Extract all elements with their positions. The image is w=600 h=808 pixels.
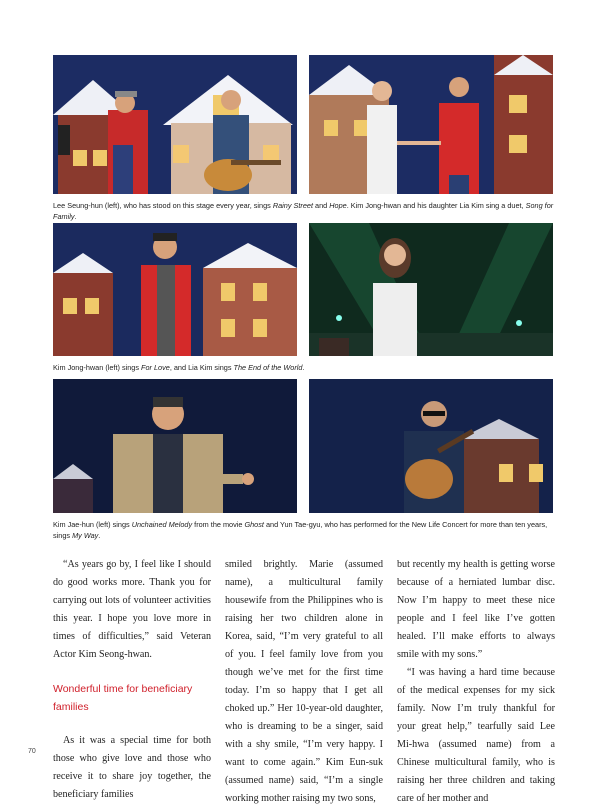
song-title: For Love [141, 363, 170, 372]
photo-kim-jong-hwan-and-lia-kim-duet [309, 55, 553, 194]
article-paragraph: “As years go by, I feel like I should do good works more. Thank you for carrying out lots of volunteer activities this year. I hope you love more in times of difficulties,” said Veteran Actor Kim Seong-hwan. [53, 559, 211, 660]
article-column-3 [397, 556, 555, 808]
song-title: Unchained Melody [131, 520, 193, 529]
article-column-2 [225, 556, 383, 808]
caption-text: . [302, 363, 305, 372]
song-title: Rainy Street [272, 201, 314, 210]
caption-text: . [98, 531, 101, 540]
photo-yun-tae-gyu [309, 379, 553, 513]
movie-title: Ghost [244, 520, 264, 529]
photo-kim-jae-hun [53, 379, 297, 513]
article-column-1 [53, 556, 211, 804]
page-number: 70 [28, 748, 36, 755]
photo-lee-seung-hun-and-kim-jong-hwan [53, 55, 297, 194]
caption-text: from the movie [192, 520, 245, 529]
article-paragraph: As it was a special time for both those who give love and those who receive it to share joy together, the beneficiary families [53, 735, 211, 800]
article-paragraph: smiled brightly. Marie (assumed name), a multicultural family housewife from the Philippines who is raising her two children alone in Korea, said, “I’m very grateful to all of you. I feel family love from you though we’ve met for the first time today. I’m so happy that I get all choked up.” Her 10-year-old daughter, who is dreaming to be a singer, said with a shy smile, “I’m very happy. I want to come again.” Kim Eun-suk (assumed name) said, “I’m a single working mother raising my two sons, [225, 559, 383, 804]
caption-text: . [74, 212, 77, 221]
caption-text: Kim Jong-hwan (left) sings [53, 363, 142, 372]
photo-lia-kim-solo [309, 223, 553, 356]
caption-text: and Yun Tae-gyu, who has performed for the New Life Concert for more than ten years, sings [53, 520, 548, 540]
section-subheading: Wonderful time for beneficiary families [53, 683, 193, 713]
caption-row-2 [53, 362, 558, 373]
song-title: My Way [72, 531, 99, 540]
article-paragraph: but recently my health is getting worse because of a herniated lumbar disc. Now I’m happy to meet these nice people and I feel like I’ve gotten healed. I’ll make efforts to always smile with my sons.” [397, 559, 555, 660]
caption-text: . Kim Jong-hwan and his daughter Lia Kim sing a duet, [346, 201, 526, 210]
caption-row-1 [53, 200, 558, 222]
song-title: The End of the World [233, 363, 303, 372]
article-paragraph: “I was having a hard time because of the medical expenses for my sick family. Now I’m truly thankful for your great help,” tearfully said Lee Mi-hwa (assumed name) from a Chinese multicultural family, who is raising her three children and taking care of her mother and [397, 667, 555, 804]
song-title: Song for Family [53, 201, 554, 221]
caption-text: and [313, 201, 330, 210]
photo-kim-jong-hwan-solo [53, 223, 297, 356]
caption-text: Lee Seung-hun (left), who has stood on this stage every year, sings [53, 201, 273, 210]
song-title: Hope [329, 201, 347, 210]
caption-text: , and Lia Kim sings [169, 363, 234, 372]
caption-text: Kim Jae-hun (left) sings [53, 520, 132, 529]
caption-row-3 [53, 519, 558, 541]
